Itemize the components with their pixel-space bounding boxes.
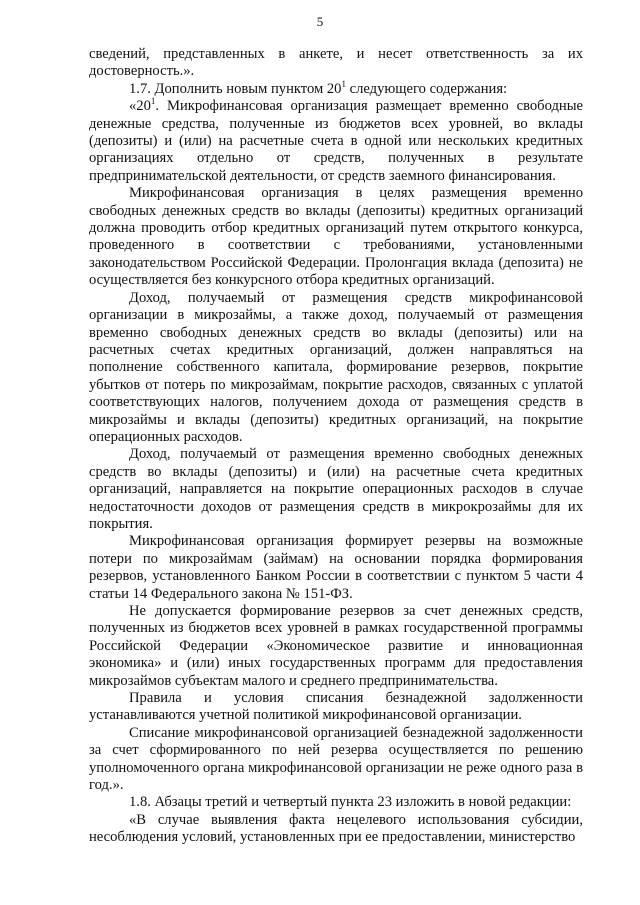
paragraph-text: . Микрофинансовая организация размещает временно свободные денежные средства, полученные из бюджетов всех уровней, во вклады (депозиты) и (или) на расчетные счета в одной или нескольких кредитных организациях отдельно от средств, полученных в результате предпринимательской деятельности, от средств заемного финансирования.	[89, 98, 583, 184]
paragraph-deposit-selection: Микрофинансовая организация в целях размещения временно свободных денежных средств во вклады (депозиты) кредитных организаций должна проводить отбор кредитных организаций путем открытого конкурса, проведенного в соответствии с требованиями, установленными законодательством Российской Федерации. Пролонгация вклада (депозита) не осуществляется без конкурсного отбора кредитных организаций.	[89, 185, 583, 289]
paragraph-write-off: Списание микрофинансовой организацией безнадежной задолженности за счет сформированного по ней резерва осуществляется по решению уполномоченного органа микрофинансовой организации не реже одного раза в год.».	[89, 724, 583, 794]
paragraph-reserves-prohibition: Не допускается формирование резервов за счет денежных средств, полученных из бюджетов всех уровней в рамках государственной программы Российской Федерации «Экономическое развитие и инновационная экономика» и (или) иных государственных программ для предоставления микрозаймов субъектам малого и среднего предпринимательства.	[89, 603, 583, 689]
paragraph-item-1-7	[89, 78, 583, 98]
paragraph-income-allocation: Доход, получаемый от размещения средств микрофинансовой организации в микрозаймы, а также доход, получаемый от размещения временно свободных денежных средств во вклады (депозиты) или на расчетных счетах кредитных организаций, должен направляться на пополнение собственного капитала, формирование резервов, покрытие убытков от потерь по микрозаймам, покрытие расходов, связанных с уплатой соответствующих налогов, получением дохода от размещения средств в микрозаймы и вклады (депозиты) кредитных организаций, на покрытие операционных расходов.	[89, 289, 583, 445]
paragraph-item-1-8: 1.8. Абзацы третий и четвертый пункта 23 изложить в новой редакции:	[129, 794, 572, 811]
paragraph-reserves: Микрофинансовая организация формирует резервы на возможные потери по микрозаймам (займам) на основании порядка формирования резервов, установленного Банком России в соответствии с пунктом 5 части 4 статьи 14 Федерального закона № 151-ФЗ.	[89, 533, 583, 602]
document-body	[89, 46, 583, 847]
paragraph-text: «20	[129, 98, 151, 115]
superscript: 1	[150, 96, 156, 107]
paragraph-text: 1.7. Дополнить новым пунктом 20	[129, 80, 342, 97]
superscript: 1	[341, 78, 346, 89]
paragraph-write-off-rules: Правила и условия списания безнадежной задолженности устанавливаются учетной политикой микрофинансовой организации.	[89, 690, 583, 724]
paragraph-text: следующего содержания:	[345, 80, 508, 97]
paragraph-quote-start: «В случае выявления факта нецелевого использования субсидии, несоблюдения условий, установленных при ее предоставлении, министерство	[89, 811, 583, 846]
paragraph-item-20-1	[89, 98, 583, 185]
page-number: 5	[316, 14, 324, 29]
paragraph-income-operational: Доход, получаемый от размещения временно свободных денежных средств во вклады (депозиты) и (или) на расчетные счета кредитных организаций, направляется на покрытие операционных расходов в случае недостаточности доходов от размещения средств в микрокрозаймы для их покрытия.	[89, 446, 583, 532]
paragraph-continuation: сведений, представленных в анкете, и несет ответственность за их достоверность.».	[89, 46, 583, 80]
